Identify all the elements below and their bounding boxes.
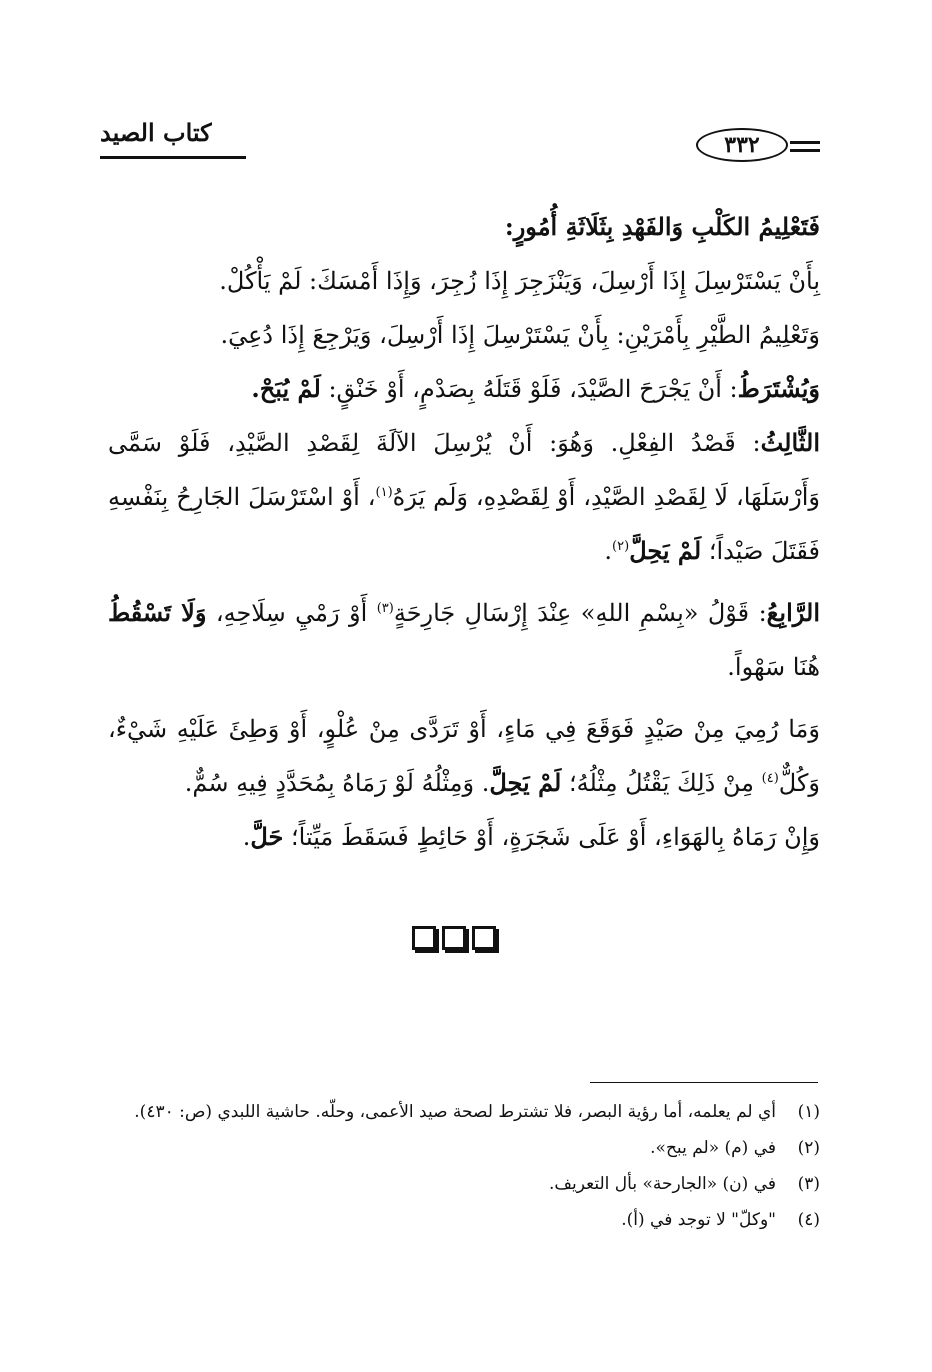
text-run: بِأَنْ يَسْتَرْسِلَ إِذَا أَرْسِلَ، وَيَنْزَجِرَ إِذَا زُجِرَ، وَإِذَا أَمْسَكَ: لَمْ يَأْكُلْ. [219, 267, 820, 295]
header-dash [790, 149, 820, 152]
emphasized-text: لَمْ يَحِلَّ [489, 768, 562, 797]
text-run: . [604, 537, 613, 565]
page-number-ornament [680, 128, 820, 164]
text-run: . وَمِثْلُهُ لَوْ رَمَاهُ بِمُحَدَّدٍ فِيهِ سُمٌّ. [184, 769, 490, 797]
emphasized-text: فَتَعْلِيمُ الكَلْبِ وَالفَهْدِ بِثَلَاثَةِ أُمُورٍ: [504, 212, 820, 241]
main-text [108, 200, 820, 864]
book-title: كتاب الصيد [100, 118, 212, 147]
footnote-marker: (٣) [376, 601, 394, 616]
footnote-marker: (١) [375, 485, 393, 500]
title-underline [100, 156, 246, 159]
box-mark-icon [472, 926, 496, 950]
footnote-item [108, 1094, 820, 1130]
emphasized-text: الرَّابِعُ [766, 598, 820, 627]
text-run: ، أَوْ اسْتَرْسَلَ الجَارِحُ بِنَفْسِهِ فَقَتَلَ صَيْداً؛ [108, 483, 820, 565]
footnote-number: (٢) [797, 1138, 820, 1158]
text-run: هُنَا سَهْواً. [727, 653, 820, 681]
footnote-text: "وكلّ" لا توجد في (أ). [621, 1210, 776, 1230]
paragraph [108, 254, 820, 308]
emphasized-text: وَلَا تَسْقُطُ [108, 598, 207, 627]
paragraph [108, 308, 820, 362]
emphasized-text: لَمْ يَحِلَّ [629, 536, 702, 565]
text-run: وَإِنْ رَمَاهُ بِالهَوَاءِ، أَوْ عَلَى شَجَرَةٍ، أَوْ حَائِطٍ فَسَقَطَ مَيِّتاً؛ [283, 823, 820, 851]
footnote-number: (٤) [797, 1210, 820, 1230]
header-dash [790, 141, 820, 144]
footnote-text: أي لم يعلمه، أما رؤية البصر، فلا تشترط لصحة صيد الأعمى، وحلّه. حاشية اللبدي (ص: ٤٣٠). [134, 1102, 776, 1122]
footnote-number: (٣) [797, 1174, 820, 1194]
footnotes [108, 1094, 820, 1238]
paragraph [108, 702, 820, 810]
text-run: أَوْ رَمْيِ سِلَاحِهِ، [206, 599, 377, 627]
box-mark-icon [412, 926, 436, 950]
paragraph [108, 810, 820, 864]
text-run: وَمَا رُمِيَ مِنْ صَيْدٍ فَوَقَعَ فِي مَاءٍ، أَوْ تَرَدَّى مِنْ عُلْوٍ، أَوْ وَطِئَ عَلَيْهِ شَيْءٌ، وَكُلٌّ [108, 715, 820, 797]
footnote-item [108, 1166, 820, 1202]
footnote-separator [590, 1082, 818, 1083]
text-run: مِنْ ذَلِكَ يَقْتُلُ مِثْلُهُ؛ [561, 769, 762, 797]
footnote-item [108, 1130, 820, 1166]
paragraph [108, 362, 820, 416]
paragraph [108, 200, 820, 254]
text-run: : قَوْلُ «بِسْمِ اللهِ» عِنْدَ إِرْسَالِ جَارِحَةٍ [393, 599, 767, 627]
emphasized-text: لَمْ يُبَحْ. [251, 374, 321, 403]
emphasized-text: حَلَّ [250, 822, 284, 851]
paragraph [108, 416, 820, 578]
emphasized-text: الثَّالِثُ [760, 428, 820, 457]
footnote-marker: (٤) [761, 771, 779, 786]
paragraph-gap [108, 578, 820, 586]
emphasized-text: وَيُشْتَرَطُ [737, 374, 820, 403]
text-run: : قَصْدُ الفِعْلِ. وَهُوَ: أَنْ يُرْسِلَ الآلَةَ لِقَصْدِ الصَّيْدِ، فَلَوْ سَمَّى وَأَرْسَلَهَا، لَا لِقَصْدِ الصَّيْدِ، أَوْ لِقَصْدِهِ، وَلَم يَرَهُ [108, 429, 820, 511]
footnote-marker: (٢) [612, 539, 630, 554]
footnote-number: (١) [797, 1102, 820, 1122]
text-run: : أَنْ يَجْرَحَ الصَّيْدَ، فَلَوْ قَتَلَهُ بِصَدْمٍ، أَوْ خَنْقٍ: [320, 375, 738, 403]
page-number: ٣٣٢ [696, 128, 788, 162]
text-run: . [242, 823, 251, 851]
page-header [100, 118, 820, 178]
paragraph-gap [108, 694, 820, 702]
box-mark-icon [442, 926, 466, 950]
footnote-text: في (م) «لم يبح». [650, 1138, 776, 1158]
footnote-item [108, 1202, 820, 1238]
paragraph [108, 586, 820, 694]
footnote-text: في (ن) «الجارحة» بأل التعريف. [549, 1174, 776, 1194]
section-end-marks [412, 926, 496, 956]
text-run: وَتَعْلِيمُ الطَّيْرِ بِأَمْرَيْنِ: بِأَنْ يَسْتَرْسِلَ إِذَا أَرْسِلَ، وَيَرْجِعَ إِذَا دُعِيَ. [220, 321, 820, 349]
